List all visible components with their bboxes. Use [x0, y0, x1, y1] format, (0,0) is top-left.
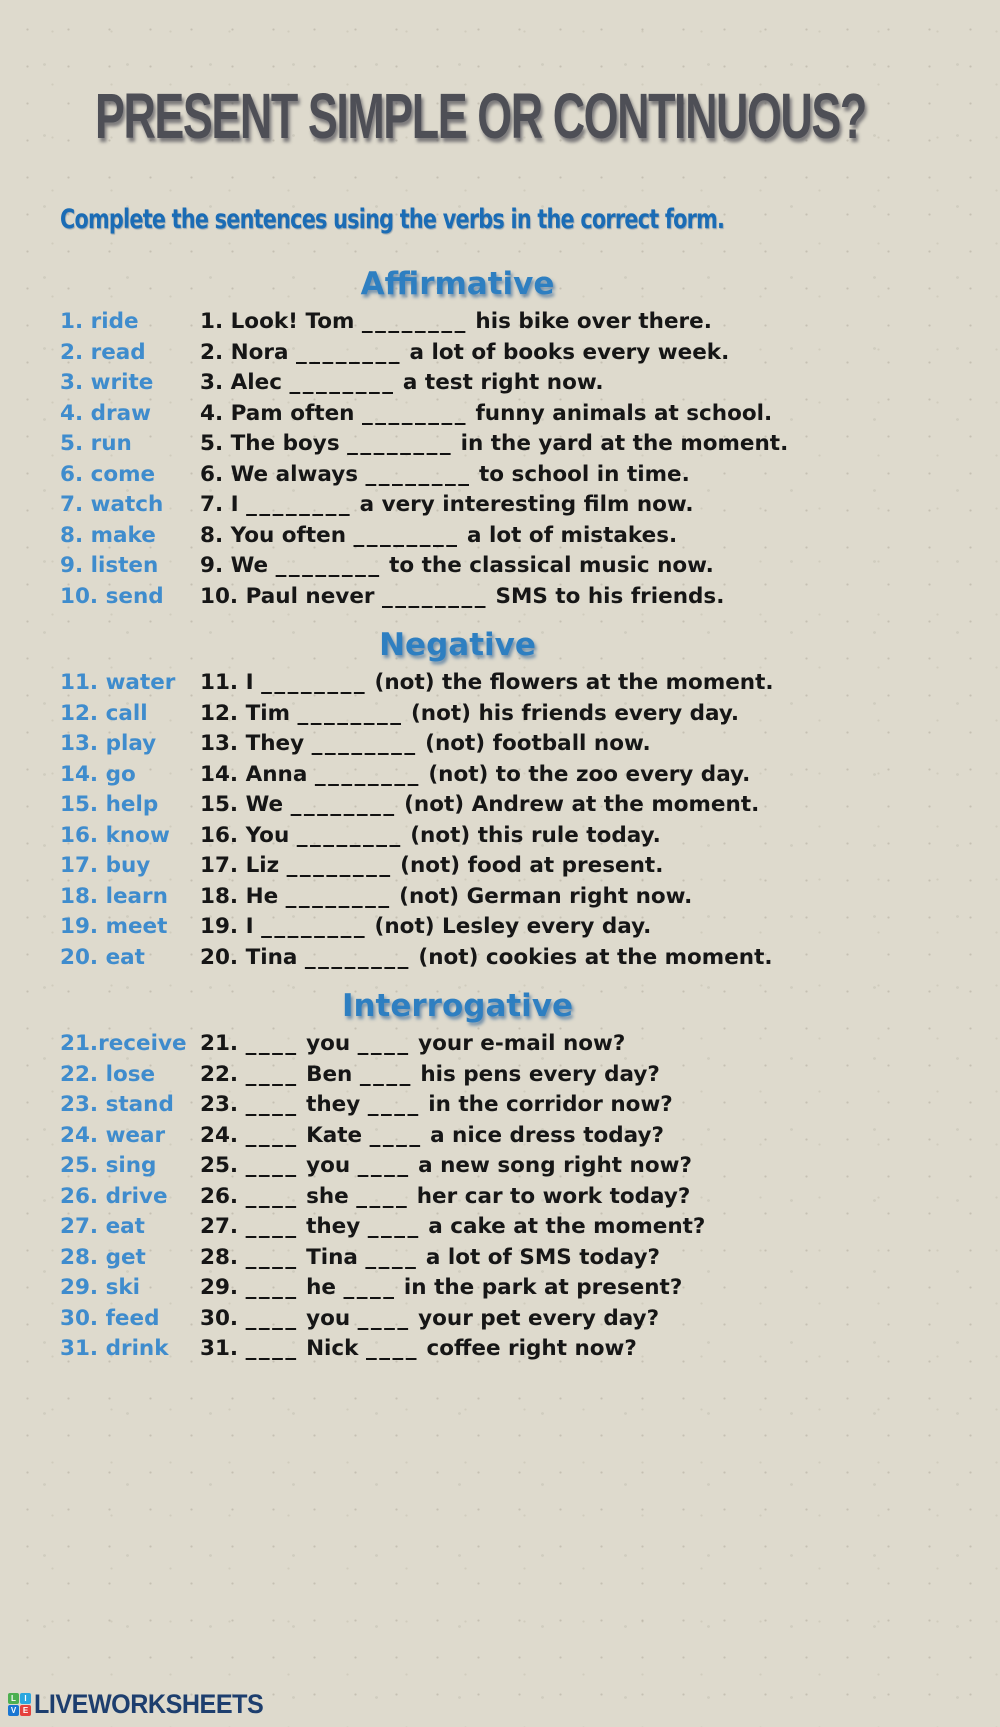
sentence-text: a lot of SMS today? [418, 1244, 661, 1270]
sentence-text: 1. Look! Tom [200, 309, 362, 335]
answer-blank[interactable]: ____ [356, 1183, 410, 1209]
exercise-row [60, 912, 1000, 943]
answer-blank[interactable]: ________ [297, 700, 404, 726]
worksheet-title [95, 80, 1000, 152]
answer-blank[interactable]: ____ [245, 1092, 299, 1118]
answer-blank[interactable]: ____ [357, 1153, 411, 1179]
sentence-text: 22. [200, 1061, 246, 1087]
exercise-row [60, 399, 1000, 430]
sentence-text: 10. Paul never [200, 583, 382, 609]
exercise-sections [0, 267, 1000, 1365]
sentence-text: 20. Tina [200, 944, 305, 970]
verb-hint: 27. eat [60, 1214, 145, 1240]
sentence [200, 1060, 660, 1091]
logo-letter-i: I [20, 1693, 31, 1704]
sentence-text: (not) Andrew at the moment. [396, 792, 760, 818]
sentence [200, 399, 772, 430]
sentence-text: 26. [200, 1183, 246, 1209]
exercise-row [60, 943, 1000, 974]
sentence [200, 882, 692, 913]
sentence-text: 9. We [200, 553, 276, 579]
exercise-row [60, 760, 1000, 791]
sentence [200, 1151, 692, 1182]
worksheet-instructions-text: Complete the sentences using the verbs in the correct form. [60, 204, 725, 235]
sentence [200, 1121, 664, 1152]
answer-blank[interactable]: ____ [357, 1031, 411, 1057]
verb-hint: 21.receive [60, 1031, 187, 1057]
exercise-row [60, 1334, 1000, 1365]
answer-blank[interactable]: ________ [361, 309, 468, 335]
verb-hint: 14. go [60, 761, 136, 787]
exercise-row [60, 551, 1000, 582]
sentence-text: Ben [298, 1061, 360, 1087]
sentence [200, 1182, 690, 1213]
verb-hint: 22. lose [60, 1061, 156, 1087]
liveworksheets-logo-icon [8, 1693, 31, 1716]
verb-hint: 3. write [60, 370, 154, 396]
answer-blank[interactable]: ________ [296, 822, 403, 848]
sentence-text: 4. Pam often [200, 400, 362, 426]
exercise-row [60, 668, 1000, 699]
sentence [200, 338, 729, 369]
sentence-text: funny animals at school. [467, 400, 773, 426]
sentence-text: 8. You often [200, 522, 354, 548]
sentence-text: 27. [200, 1214, 246, 1240]
verb-hint: 10. send [60, 583, 164, 609]
verb-hint: 17. buy [60, 853, 151, 879]
worksheet-page [0, 80, 1000, 1727]
sentence-text: a test right now. [395, 370, 604, 396]
sentence [200, 1090, 673, 1121]
section-rows [60, 1029, 1000, 1365]
exercise-row [60, 821, 1000, 852]
sentence [200, 729, 651, 760]
answer-blank[interactable]: ________ [382, 583, 488, 609]
sentence-text: 19. I [200, 914, 262, 940]
verb-hint: 31. drink [60, 1336, 169, 1362]
verb-hint: 6. come [60, 461, 156, 487]
exercise-row [60, 1243, 1000, 1274]
exercise-row [60, 582, 1000, 613]
sentence [200, 821, 661, 852]
answer-blank[interactable]: ________ [365, 461, 472, 487]
sentence-text: (not) Lesley every day. [367, 914, 652, 940]
verb-hint: 7. watch [60, 492, 164, 518]
verb-hint: 20. eat [60, 944, 145, 970]
sentence-text: (not) his friends every day. [403, 700, 740, 726]
sentence [200, 1029, 625, 1060]
sentence-text: 25. [200, 1153, 246, 1179]
sentence-text: 3. Alec [200, 370, 290, 396]
verb-hint: 19. meet [60, 914, 168, 940]
exercise-row [60, 851, 1000, 882]
verb-hint: 11. water [60, 670, 176, 696]
sentence-text: you [298, 1153, 358, 1179]
answer-blank[interactable]: ____ [245, 1061, 299, 1087]
answer-blank[interactable]: ________ [295, 339, 402, 365]
section-rows [60, 668, 1000, 973]
sentence [200, 668, 774, 699]
sentence [200, 368, 604, 399]
sentence-text: (not) food at present. [392, 853, 664, 879]
sentence-text: 31. [200, 1336, 246, 1362]
sentence-text: in the park at present? [396, 1275, 683, 1301]
sentence-text: coffee right now? [418, 1336, 637, 1362]
exercise-row [60, 338, 1000, 369]
exercise-row [60, 1304, 1000, 1335]
sentence-text: 30. [200, 1305, 246, 1331]
sentence-text: in the yard at the moment. [453, 431, 789, 457]
sentence-text: in the corridor now? [420, 1092, 673, 1118]
sentence-text: to school in time. [471, 461, 690, 487]
sentence-text: 14. Anna [200, 761, 315, 787]
sentence-text: a lot of mistakes. [459, 522, 678, 548]
verb-hint: 2. read [60, 339, 146, 365]
worksheet-instructions [60, 206, 1000, 233]
verb-hint: 16. know [60, 822, 170, 848]
exercise-row [60, 882, 1000, 913]
sentence [200, 699, 739, 730]
verb-hint: 1. ride [60, 309, 139, 335]
sentence [200, 460, 690, 491]
section-heading: Negative [379, 627, 536, 664]
answer-blank[interactable]: ________ [361, 400, 468, 426]
answer-blank[interactable]: ________ [314, 761, 421, 787]
sentence [200, 551, 714, 582]
sentence [200, 582, 724, 613]
answer-blank[interactable]: ____ [367, 1214, 421, 1240]
exercise-row [60, 790, 1000, 821]
verb-hint: 23. stand [60, 1092, 174, 1118]
section-heading: Affirmative [360, 266, 555, 302]
verb-hint: 8. make [60, 522, 156, 548]
sentence [200, 790, 759, 821]
verb-hint: 5. run [60, 431, 132, 457]
exercise-row [60, 1273, 1000, 1304]
answer-blank[interactable]: ____ [357, 1305, 411, 1331]
sentence-text: (not) to the zoo every day. [420, 761, 751, 787]
sentence-text: you [298, 1305, 358, 1331]
sentence [200, 1304, 659, 1335]
sentence-text: SMS to his friends. [488, 583, 725, 609]
verb-hint: 30. feed [60, 1305, 160, 1331]
answer-blank[interactable]: ____ [245, 1275, 299, 1301]
answer-blank[interactable]: ____ [245, 1183, 299, 1209]
sentence-text: a lot of books every week. [401, 339, 730, 365]
sentence-text: they [298, 1214, 368, 1240]
sentence-text: to the classical music now. [381, 553, 714, 579]
sentence-text: 5. The boys [200, 431, 348, 457]
sentence-text: 29. [200, 1275, 246, 1301]
answer-blank[interactable]: ____ [245, 1244, 299, 1270]
sentence-text: 18. He [200, 883, 286, 909]
sentence-text: she [298, 1183, 357, 1209]
exercise-row [60, 1182, 1000, 1213]
verb-hint: 13. play [60, 731, 157, 757]
section-rows [60, 307, 1000, 612]
sentence-text: his pens every day? [412, 1061, 660, 1087]
exercise-row [60, 1060, 1000, 1091]
exercise-row [60, 368, 1000, 399]
sentence-text: (not) football now. [417, 731, 651, 757]
sentence-text: 2. Nora [200, 339, 296, 365]
exercise-row [60, 699, 1000, 730]
answer-blank[interactable]: ____ [359, 1061, 413, 1087]
verb-hint: 29. ski [60, 1275, 141, 1301]
answer-blank[interactable]: ________ [246, 492, 353, 518]
verb-hint: 28. get [60, 1244, 146, 1270]
sentence-text: a cake at the moment? [420, 1214, 706, 1240]
sentence-text: (not) cookies at the moment. [410, 944, 773, 970]
answer-blank[interactable]: ________ [290, 792, 397, 818]
sentence [200, 912, 651, 943]
sentence-text: 6. We always [200, 461, 366, 487]
answer-blank[interactable]: ________ [261, 914, 368, 940]
sentence-text: Nick [298, 1336, 366, 1362]
answer-blank[interactable]: ________ [289, 370, 396, 396]
sentence-text: 21. [200, 1031, 246, 1057]
sentence-text: 7. I [200, 492, 247, 518]
answer-blank[interactable]: ________ [304, 944, 411, 970]
answer-blank[interactable]: ________ [285, 883, 392, 909]
exercise-row [60, 460, 1000, 491]
sentence-text: his bike over there. [467, 309, 712, 335]
answer-blank[interactable]: ________ [261, 670, 368, 696]
logo-letter-e: E [20, 1705, 31, 1716]
section-heading: Interrogative [341, 988, 574, 1025]
sentence-text: 28. [200, 1244, 246, 1270]
sentence [200, 1243, 660, 1274]
sentence-text: 13. They [200, 731, 312, 757]
sentence [200, 943, 773, 974]
sentence [200, 490, 694, 521]
sentence-text: your e-mail now? [410, 1031, 626, 1057]
logo-letter-l: L [8, 1693, 19, 1704]
answer-blank[interactable]: ________ [286, 853, 393, 879]
sentence [200, 429, 788, 460]
answer-blank[interactable]: ____ [245, 1122, 299, 1148]
sentence-text: (not) German right now. [391, 883, 693, 909]
verb-hint: 12. call [60, 700, 148, 726]
sentence [200, 760, 750, 791]
liveworksheets-footer [8, 1689, 281, 1720]
verb-hint: 26. drive [60, 1183, 168, 1209]
sentence [200, 1212, 705, 1243]
sentence-text: (not) the flowers at the moment. [367, 670, 774, 696]
sentence [200, 851, 663, 882]
sentence [200, 521, 677, 552]
sentence [200, 1334, 637, 1365]
exercise-row [60, 1212, 1000, 1243]
answer-blank[interactable]: ____ [245, 1031, 299, 1057]
exercise-row [60, 490, 1000, 521]
answer-blank[interactable]: ____ [367, 1092, 421, 1118]
answer-blank[interactable]: ____ [245, 1214, 299, 1240]
verb-hint: 24. wear [60, 1122, 166, 1148]
logo-letter-v: V [8, 1705, 19, 1716]
answer-blank[interactable]: ____ [369, 1122, 423, 1148]
sentence-text: he [298, 1275, 344, 1301]
exercise-row [60, 307, 1000, 338]
liveworksheets-logo-text: LIVEWORKSHEETS [34, 1689, 264, 1719]
sentence-text: you [298, 1031, 358, 1057]
exercise-row [60, 1151, 1000, 1182]
verb-hint: 9. listen [60, 553, 159, 579]
sentence-text: 24. [200, 1122, 246, 1148]
answer-blank[interactable]: ____ [343, 1275, 397, 1301]
exercise-row [60, 429, 1000, 460]
sentence-text: Tina [298, 1244, 366, 1270]
verb-hint: 15. help [60, 792, 159, 818]
sentence-text: 15. We [200, 792, 291, 818]
exercise-row [60, 1029, 1000, 1060]
sentence-text: your pet every day? [410, 1305, 660, 1331]
sentence [200, 1273, 682, 1304]
verb-hint: 4. draw [60, 400, 151, 426]
sentence-text: 23. [200, 1092, 246, 1118]
sentence-text: 17. Liz [200, 853, 287, 879]
sentence-text: a very interesting film now. [352, 492, 694, 518]
exercise-row [60, 1090, 1000, 1121]
sentence-text: Kate [298, 1122, 370, 1148]
answer-blank[interactable]: ____ [245, 1305, 299, 1331]
answer-blank[interactable]: ________ [275, 553, 382, 579]
sentence [200, 307, 712, 338]
sentence-text: 11. I [200, 670, 262, 696]
exercise-row [60, 1121, 1000, 1152]
worksheet-title-text: PRESENT SIMPLE OR CONTINUOUS? [95, 80, 866, 152]
answer-blank[interactable]: ________ [353, 522, 460, 548]
answer-blank[interactable]: ____ [365, 1336, 419, 1362]
answer-blank[interactable]: ____ [245, 1336, 299, 1362]
answer-blank[interactable]: ________ [347, 431, 454, 457]
answer-blank[interactable]: ________ [311, 731, 418, 757]
sentence-text: a nice dress today? [422, 1122, 664, 1148]
sentence-text: 12. Tim [200, 700, 298, 726]
sentence-text: (not) this rule today. [402, 822, 661, 848]
sentence-text: 16. You [200, 822, 297, 848]
exercise-row [60, 521, 1000, 552]
sentence-text: a new song right now? [410, 1153, 692, 1179]
answer-blank[interactable]: ____ [365, 1244, 419, 1270]
answer-blank[interactable]: ____ [245, 1153, 299, 1179]
sentence-text: they [298, 1092, 368, 1118]
exercise-row [60, 729, 1000, 760]
verb-hint: 25. sing [60, 1153, 157, 1179]
sentence-text: her car to work today? [409, 1183, 691, 1209]
verb-hint: 18. learn [60, 883, 168, 909]
